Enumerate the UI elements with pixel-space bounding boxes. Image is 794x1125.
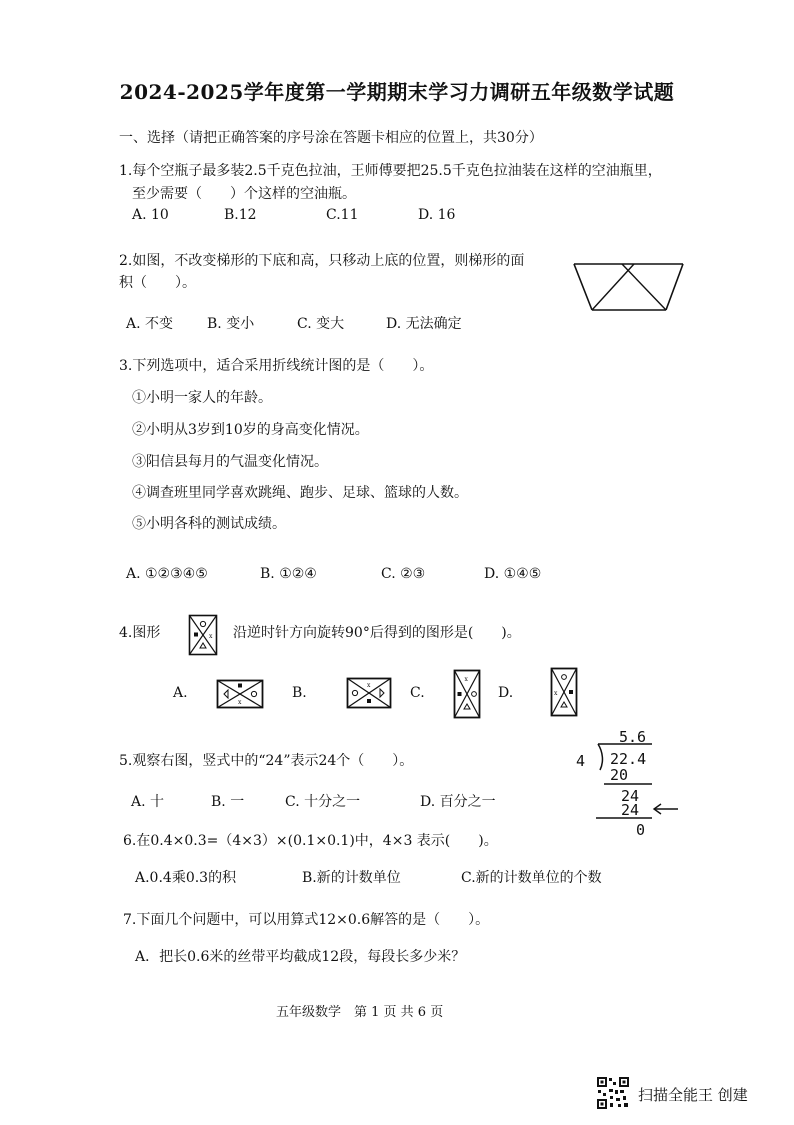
q3-option-b: B. ①②④	[260, 566, 317, 582]
q1-option-a: A. 10	[132, 207, 169, 223]
q6-option-b: B.新的计数单位	[302, 870, 401, 886]
q5-option-d: D. 百分之一	[420, 794, 496, 810]
q2-option-d: D. 无法确定	[386, 316, 462, 332]
q3-option-a: A. ①②③④⑤	[126, 566, 208, 582]
q2-line1: 2.如图，不改变梯形的下底和高，只移动上底的位置，则梯形的面	[119, 253, 525, 269]
q4-option-d-label: D.	[498, 685, 514, 701]
q4-option-c-shape	[453, 669, 481, 719]
qr-code-icon	[596, 1076, 630, 1110]
q6-stem: 6.在0.4×0.3=（4×3）×(0.1×0.1)中，4×3 表示( )。	[123, 833, 498, 849]
division-step3: 24	[621, 801, 640, 819]
q3-item-1: ①小明一家人的年龄。	[132, 390, 272, 406]
svg-text:x: x	[238, 699, 242, 706]
q2-option-a: A. 不变	[126, 316, 174, 332]
svg-text:x: x	[367, 682, 371, 689]
q1-line2: 至少需要（ ）个这样的空油瓶。	[132, 186, 356, 202]
q1-option-b: B.12	[224, 207, 257, 223]
q7-stem: 7.下面几个问题中，可以用算式12×0.6解答的是（ ）。	[123, 912, 490, 928]
q4-option-d-shape	[550, 667, 578, 717]
q3-option-c: C. ②③	[381, 566, 426, 582]
q4-stem-suffix: 沿逆时针方向旋转90°后得到的图形是( )。	[233, 625, 521, 641]
division-dividend: 22.4	[610, 750, 647, 768]
q4-option-c-label: C.	[410, 685, 425, 701]
scanner-brand: 扫描全能王 创建	[638, 1086, 748, 1104]
q3-item-4: ④调查班里同学喜欢跳绳、跑步、足球、篮球的人数。	[132, 485, 468, 501]
q2-line2: 积（ ）。	[119, 275, 196, 291]
svg-text:x: x	[554, 690, 558, 697]
division-step2: 24	[621, 787, 640, 805]
division-divisor: 4	[576, 752, 586, 770]
division-remainder: 0	[636, 821, 646, 839]
q2-option-c: C. 变大	[297, 316, 345, 332]
svg-text:x: x	[464, 676, 468, 683]
q1-option-c: C.11	[326, 207, 359, 223]
q3-item-5: ⑤小明各科的测试成绩。	[132, 516, 286, 532]
q1-line1: 1.每个空瓶子最多装2.5千克色拉油，王师傅要把25.5千克色拉油装在这样的空油瓶里，	[119, 163, 662, 179]
q3-stem: 3.下列选项中，适合采用折线统计图的是（ ）。	[119, 358, 434, 374]
q5-stem: 5.观察右图，竖式中的“24”表示24个（ ）。	[119, 753, 414, 769]
q5-option-b: B. 一	[211, 794, 245, 810]
q3-option-d: D. ①④⑤	[484, 566, 542, 582]
q6-option-c: C.新的计数单位的个数	[461, 870, 602, 886]
q2-option-b: B. 变小	[207, 316, 255, 332]
q4-option-a-label: A.	[173, 685, 188, 701]
division-step1: 20	[610, 766, 629, 784]
q4-option-b-shape	[346, 677, 392, 709]
division-lines	[590, 740, 690, 826]
exam-title: 2024-2025学年度第一学期期末学习力调研五年级数学试题	[119, 80, 675, 104]
q3-item-2: ②小明从3岁到10岁的身高变化情况。	[132, 422, 369, 438]
division-quotient: 5.6	[619, 728, 647, 746]
q3-item-3: ③阳信县每月的气温变化情况。	[132, 454, 328, 470]
section-heading: 一、选择（请把正确答案的序号涂在答题卡相应的位置上，共30分）	[119, 130, 543, 146]
q5-option-a: A. 十	[131, 794, 165, 810]
page-footer: 五年级数学 第 1 页 共 6 页	[276, 1005, 444, 1020]
q4-original-shape	[188, 614, 218, 656]
q1-option-d: D. 16	[418, 207, 456, 223]
q5-option-c: C. 十分之一	[285, 794, 361, 810]
q4-option-b-label: B.	[292, 685, 307, 701]
q6-option-a: A.0.4乘0.3的积	[135, 870, 237, 886]
q7-option-a: A．把长0.6米的丝带平均截成12段，每段长多少米？	[135, 949, 466, 965]
svg-text:x: x	[209, 633, 213, 640]
q4-stem-prefix: 4.图形	[119, 625, 161, 641]
q4-option-a-shape	[216, 679, 264, 709]
trapezoid-figure	[570, 258, 688, 316]
